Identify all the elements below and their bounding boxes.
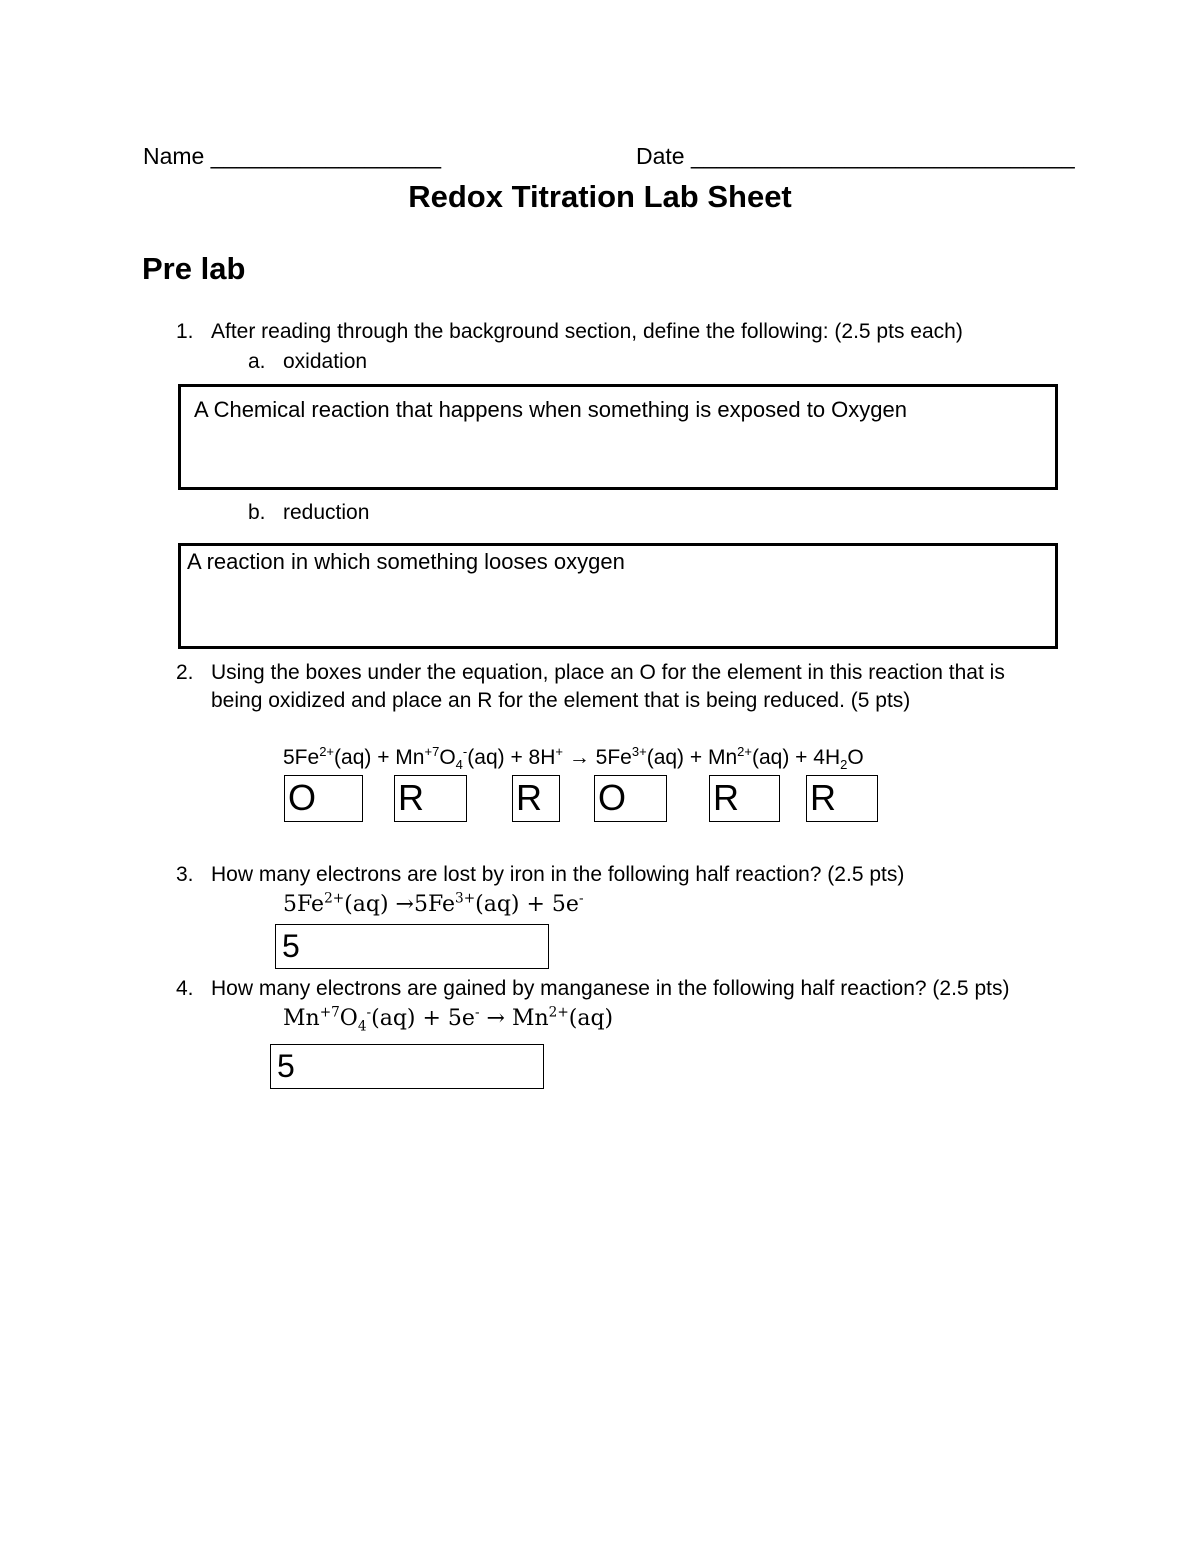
redox-equation: $5Fe^{2+}(aq) + Mn^{+7}O_4^-(aq) + 8H^+ \to 5Fe^{3+}(aq) + Mn^{2+}(aq) + 4H_2O$ [283,744,864,773]
q1a-label: a. [248,350,266,373]
q3-answer-box[interactable] [275,924,549,969]
equation-box-5[interactable] [709,775,780,822]
q1b-text: reduction [283,501,370,524]
equation-box-3[interactable] [512,775,560,822]
manganese-half-reaction: $Mn^{+7}O_4^-(aq) + 5e^- \to Mn^{2+}(aq)$ [283,1004,614,1035]
q1b-label: b. [248,501,266,524]
equation-box-2[interactable] [394,775,467,822]
q4-answer-box[interactable] [270,1044,544,1089]
equation-box-4[interactable] [594,775,667,822]
section-heading: Pre lab [142,251,246,286]
q3-text: How many electrons are lost by iron in the following half reaction? (2.5 pts) [211,863,905,886]
reduction-answer-text: A reaction in which something looses oxygen [187,549,625,574]
q4-answer-text: 5 [277,1048,295,1084]
equation-box-1[interactable] [284,775,363,822]
q2-number: 2. [176,661,194,684]
q4-text: How many electrons are gained by manganese in the following half reaction? (2.5 pts) [211,977,1010,1000]
reduction-answer-box[interactable] [178,543,1058,649]
equation-box-3-answer: R [516,777,542,818]
q1-text: After reading through the background section, define the following: (2.5 pts each) [211,320,963,343]
equation-box-6[interactable] [806,775,878,822]
equation-box-1-answer: O [288,777,317,818]
name-field-label: Name __________________ [143,143,441,169]
q4-number: 4. [176,977,194,1000]
q3-number: 3. [176,863,194,886]
equation-box-5-answer: R [713,777,739,818]
q2-text-line1: Using the boxes under the equation, place an O for the element in this reaction that is [211,661,1005,684]
iron-half-reaction: $5Fe^{2+}(aq) \to 5Fe^{3+}(aq) + 5e^-$ [283,890,584,917]
equation-box-6-answer: R [810,777,836,818]
date-field-label: Date ______________________________ [636,143,1075,169]
equation-box-2-answer: R [398,777,424,818]
equation-box-4-answer: O [598,777,627,818]
q1-number: 1. [176,320,194,343]
page-title: Redox Titration Lab Sheet [408,179,792,214]
q3-answer-text: 5 [282,928,300,964]
oxidation-answer-box[interactable] [178,384,1058,490]
q1a-text: oxidation [283,350,368,373]
q2-text-line2: being oxidized and place an R for the element that is being reduced. (5 pts) [211,689,911,712]
oxidation-answer-text: A Chemical reaction that happens when something is exposed to Oxygen [194,397,907,422]
